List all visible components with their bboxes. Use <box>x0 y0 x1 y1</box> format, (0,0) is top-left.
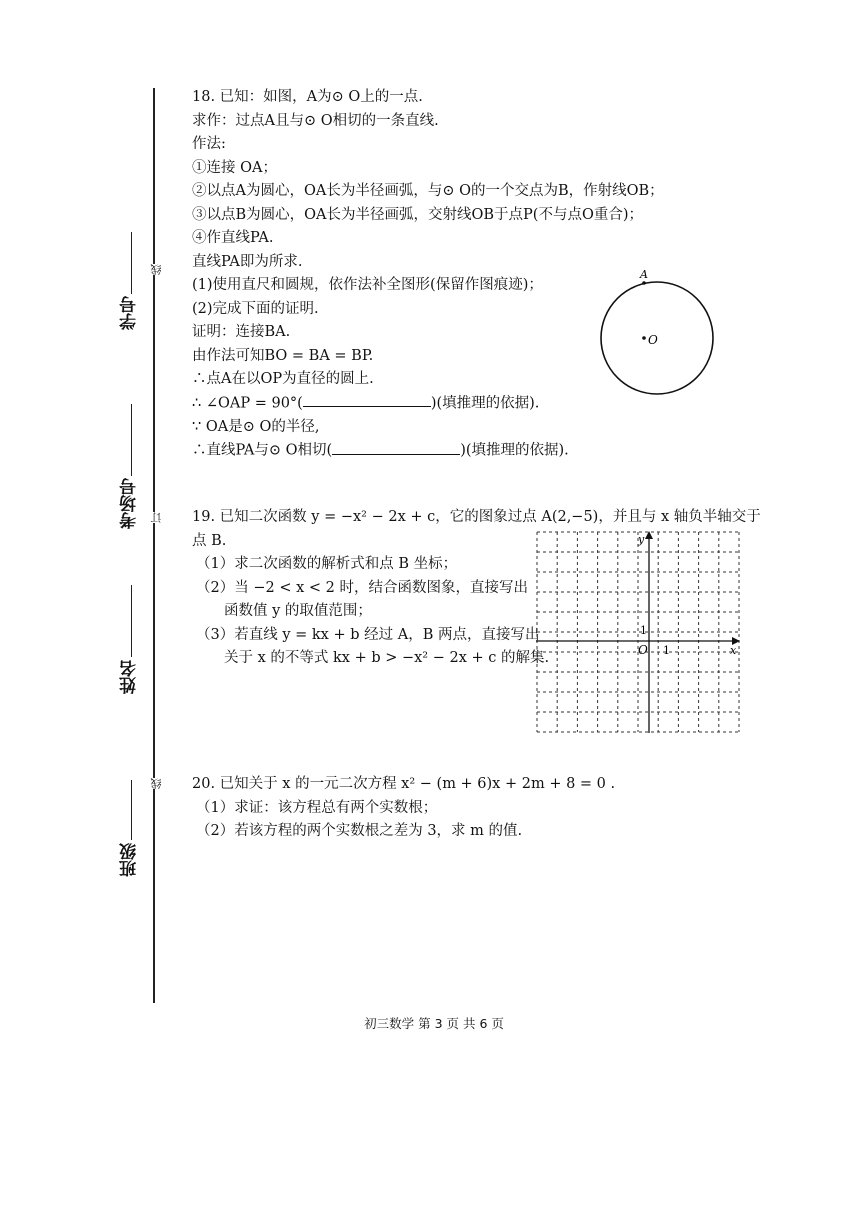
q18-line: ①连接 OA； <box>192 159 277 176</box>
point-a <box>642 281 646 285</box>
label-a: A <box>640 268 648 281</box>
binding-line <box>153 88 155 1003</box>
seal-mark-bind: 订 <box>150 512 163 523</box>
origin-label: O <box>638 643 648 657</box>
page-footer: 初三数学 第 3 页 共 6 页 <box>364 1016 504 1031</box>
reason-blank-2[interactable] <box>332 439 460 455</box>
q19-line: 关于 x 的不等式 kx + b > −x² − 2x + c 的解集. <box>224 650 550 666</box>
exam-room-label: 考场号 <box>120 478 140 529</box>
q18-line: 作法: <box>192 136 226 152</box>
q18-line: 证明：连接BA. <box>192 324 291 340</box>
q18-line: (2)完成下面的证明. <box>192 300 319 317</box>
name-label: 姓名 <box>120 660 140 694</box>
q18-circle-figure <box>582 264 732 398</box>
y-unit-label: 1 <box>640 624 647 637</box>
student-id-fill-line <box>131 232 132 294</box>
q19-line: （3）若直线 y = kx + b 经过 A，B 两点，直接写出 <box>196 626 540 643</box>
q18-line16-start: ∴直线PA与⊙ O相切( <box>192 442 333 459</box>
q18-line14-start: ∴ ∠OAP = 90°( <box>192 395 303 411</box>
q18-line: 求作：过点A且与⊙ O相切的一条直线. <box>192 112 439 129</box>
q18-line: ∴点A在以OP为直径的圆上. <box>192 371 374 387</box>
seal-mark-line-2: 线 <box>150 778 163 789</box>
q19-line: 函数值 y 的取值范围； <box>224 603 372 619</box>
q18-line16-end: )(填推理的依据). <box>460 442 569 459</box>
q18-line: 由作法可知BO = BA = BP. <box>192 347 374 364</box>
name-fill-line <box>131 585 132 657</box>
q18-line: ②以点A为圆心，OA长为半径画弧，与⊙ O的一个交点为B，作射线OB； <box>192 183 664 199</box>
q19-line: （2）当 −2 < x < 2 时，结合函数图象，直接写出 <box>196 579 528 596</box>
reason-blank-1[interactable] <box>303 392 431 408</box>
q20-line: （2）若该方程的两个实数根之差为 3，求 m 的值. <box>196 823 523 839</box>
grid-lines <box>537 532 739 732</box>
question-20 <box>192 773 615 844</box>
q20-line: （1）求证：该方程总有两个实数根； <box>196 799 438 816</box>
coordinate-grid <box>536 530 744 734</box>
point-o <box>642 336 646 340</box>
exam-room-fill-line <box>131 404 132 476</box>
q18-line: (1)使用直尺和圆规，依作法补全图形(保留作图痕迹)； <box>192 277 543 293</box>
q18-line: ∵ OA是⊙ O的半径, <box>192 418 320 435</box>
q18-line14-end: )(填推理的依据). <box>430 395 540 411</box>
x-axis-label: x <box>730 644 737 657</box>
y-axis-label: y <box>638 533 645 546</box>
q18-line: 直线PA即为所求. <box>192 253 303 270</box>
q20-line: 20. 已知关于 x 的一元二次方程 x² − (m + 6)x + 2m + 8 = 0 . <box>192 776 616 792</box>
q18-line: 18. 已知：如图，A为⊙ O上的一点. <box>192 89 423 105</box>
seal-mark-line-1: 线 <box>150 264 163 275</box>
student-id-label: 学号 <box>120 296 140 330</box>
label-o: O <box>648 333 658 347</box>
class-fill-line <box>131 780 132 840</box>
q18-line: ④作直线PA. <box>192 230 274 246</box>
q19-line: 19. 已知二次函数 y = −x² − 2x + c，它的图象过点 A(2,−5)，并且与 x 轴负半轴交于 <box>192 509 761 525</box>
x-unit-label: 1 <box>663 644 670 657</box>
q18-line <box>192 439 664 463</box>
q18-line: ③以点B为圆心，OA长为半径画弧，交射线OB于点P(不与点O重合)； <box>192 206 644 223</box>
class-label: 班级 <box>120 843 140 877</box>
q19-line: 点 B. <box>192 532 227 549</box>
q19-line: （1）求二次函数的解析式和点 B 坐标； <box>196 556 458 572</box>
